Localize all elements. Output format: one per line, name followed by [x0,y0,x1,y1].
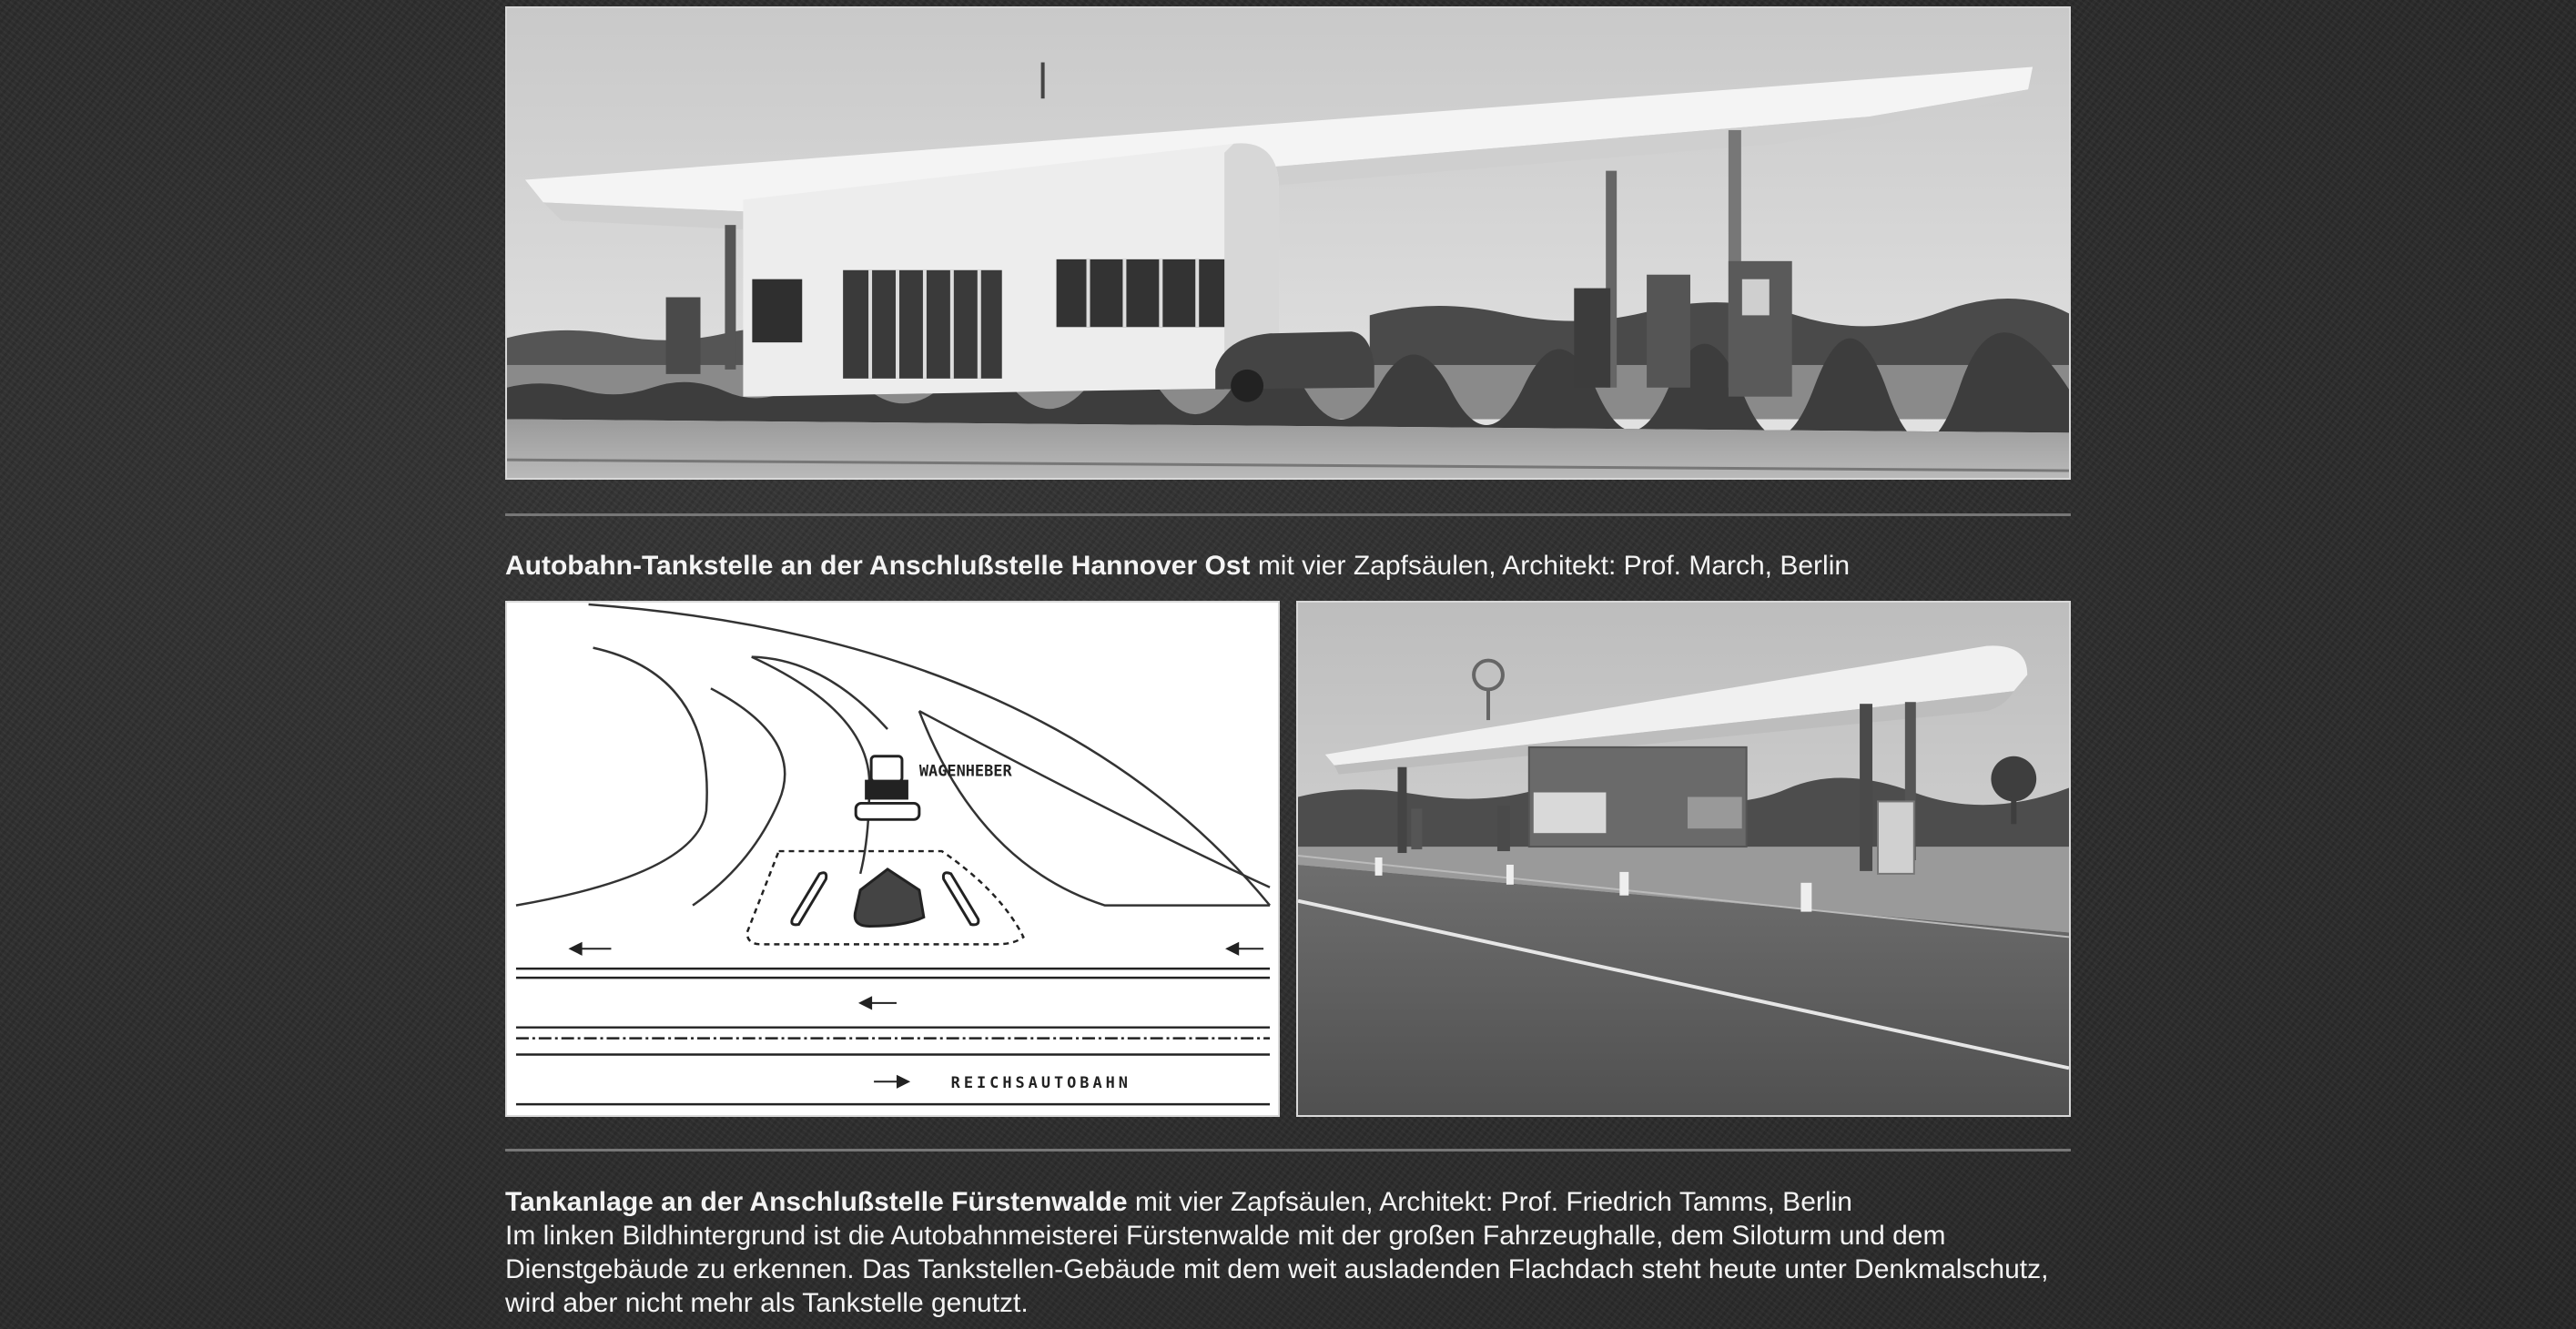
caption-fuerstenwalde [505,1185,2071,1320]
photo-fuerstenwalde [1296,601,2071,1117]
plan-label-wagenheber: WAGENHEBER [918,761,1012,780]
caption-hannover-ost-text: mit vier Zapfsäulen, Architekt: Prof. March, Berlin [1250,551,1851,581]
photo-hannover-ost [505,6,2071,480]
caption-fuerstenwalde-title: Tankanlage an der Anschlußstelle Fürstenwalde [505,1187,1128,1217]
divider-2 [505,1149,2071,1151]
site-plan-fuerstenwalde [505,601,1280,1117]
caption-hannover-ost-title: Autobahn-Tankstelle an der Anschlußstelle Hannover Ost [505,551,1251,581]
divider-1 [505,513,2071,516]
site-plan-image [507,603,1278,1115]
plan-label-reichsautobahn: REICHSAUTOBAHN [950,1073,1131,1092]
caption-fuerstenwalde-description: Im linken Bildhintergrund ist die Autobahnmeisterei Fürstenwalde mit der großen Fahrzeughalle, dem Siloturm und dem Dienstgebäude zu erkennen. Das Tankstellen-Gebäude mit dem weit ausladenden Flachdach steht heute unter Denkmalschutz, wird aber nicht mehr als Tankstelle genutzt. [505,1221,2049,1318]
caption-fuerstenwalde-text: mit vier Zapfsäulen, Architekt: Prof. Friedrich Tamms, Berlin [1127,1187,1852,1217]
photo-hannover-ost-image [507,8,2069,478]
caption-hannover-ost [505,549,2071,583]
photo-fuerstenwalde-image [1298,603,2069,1115]
